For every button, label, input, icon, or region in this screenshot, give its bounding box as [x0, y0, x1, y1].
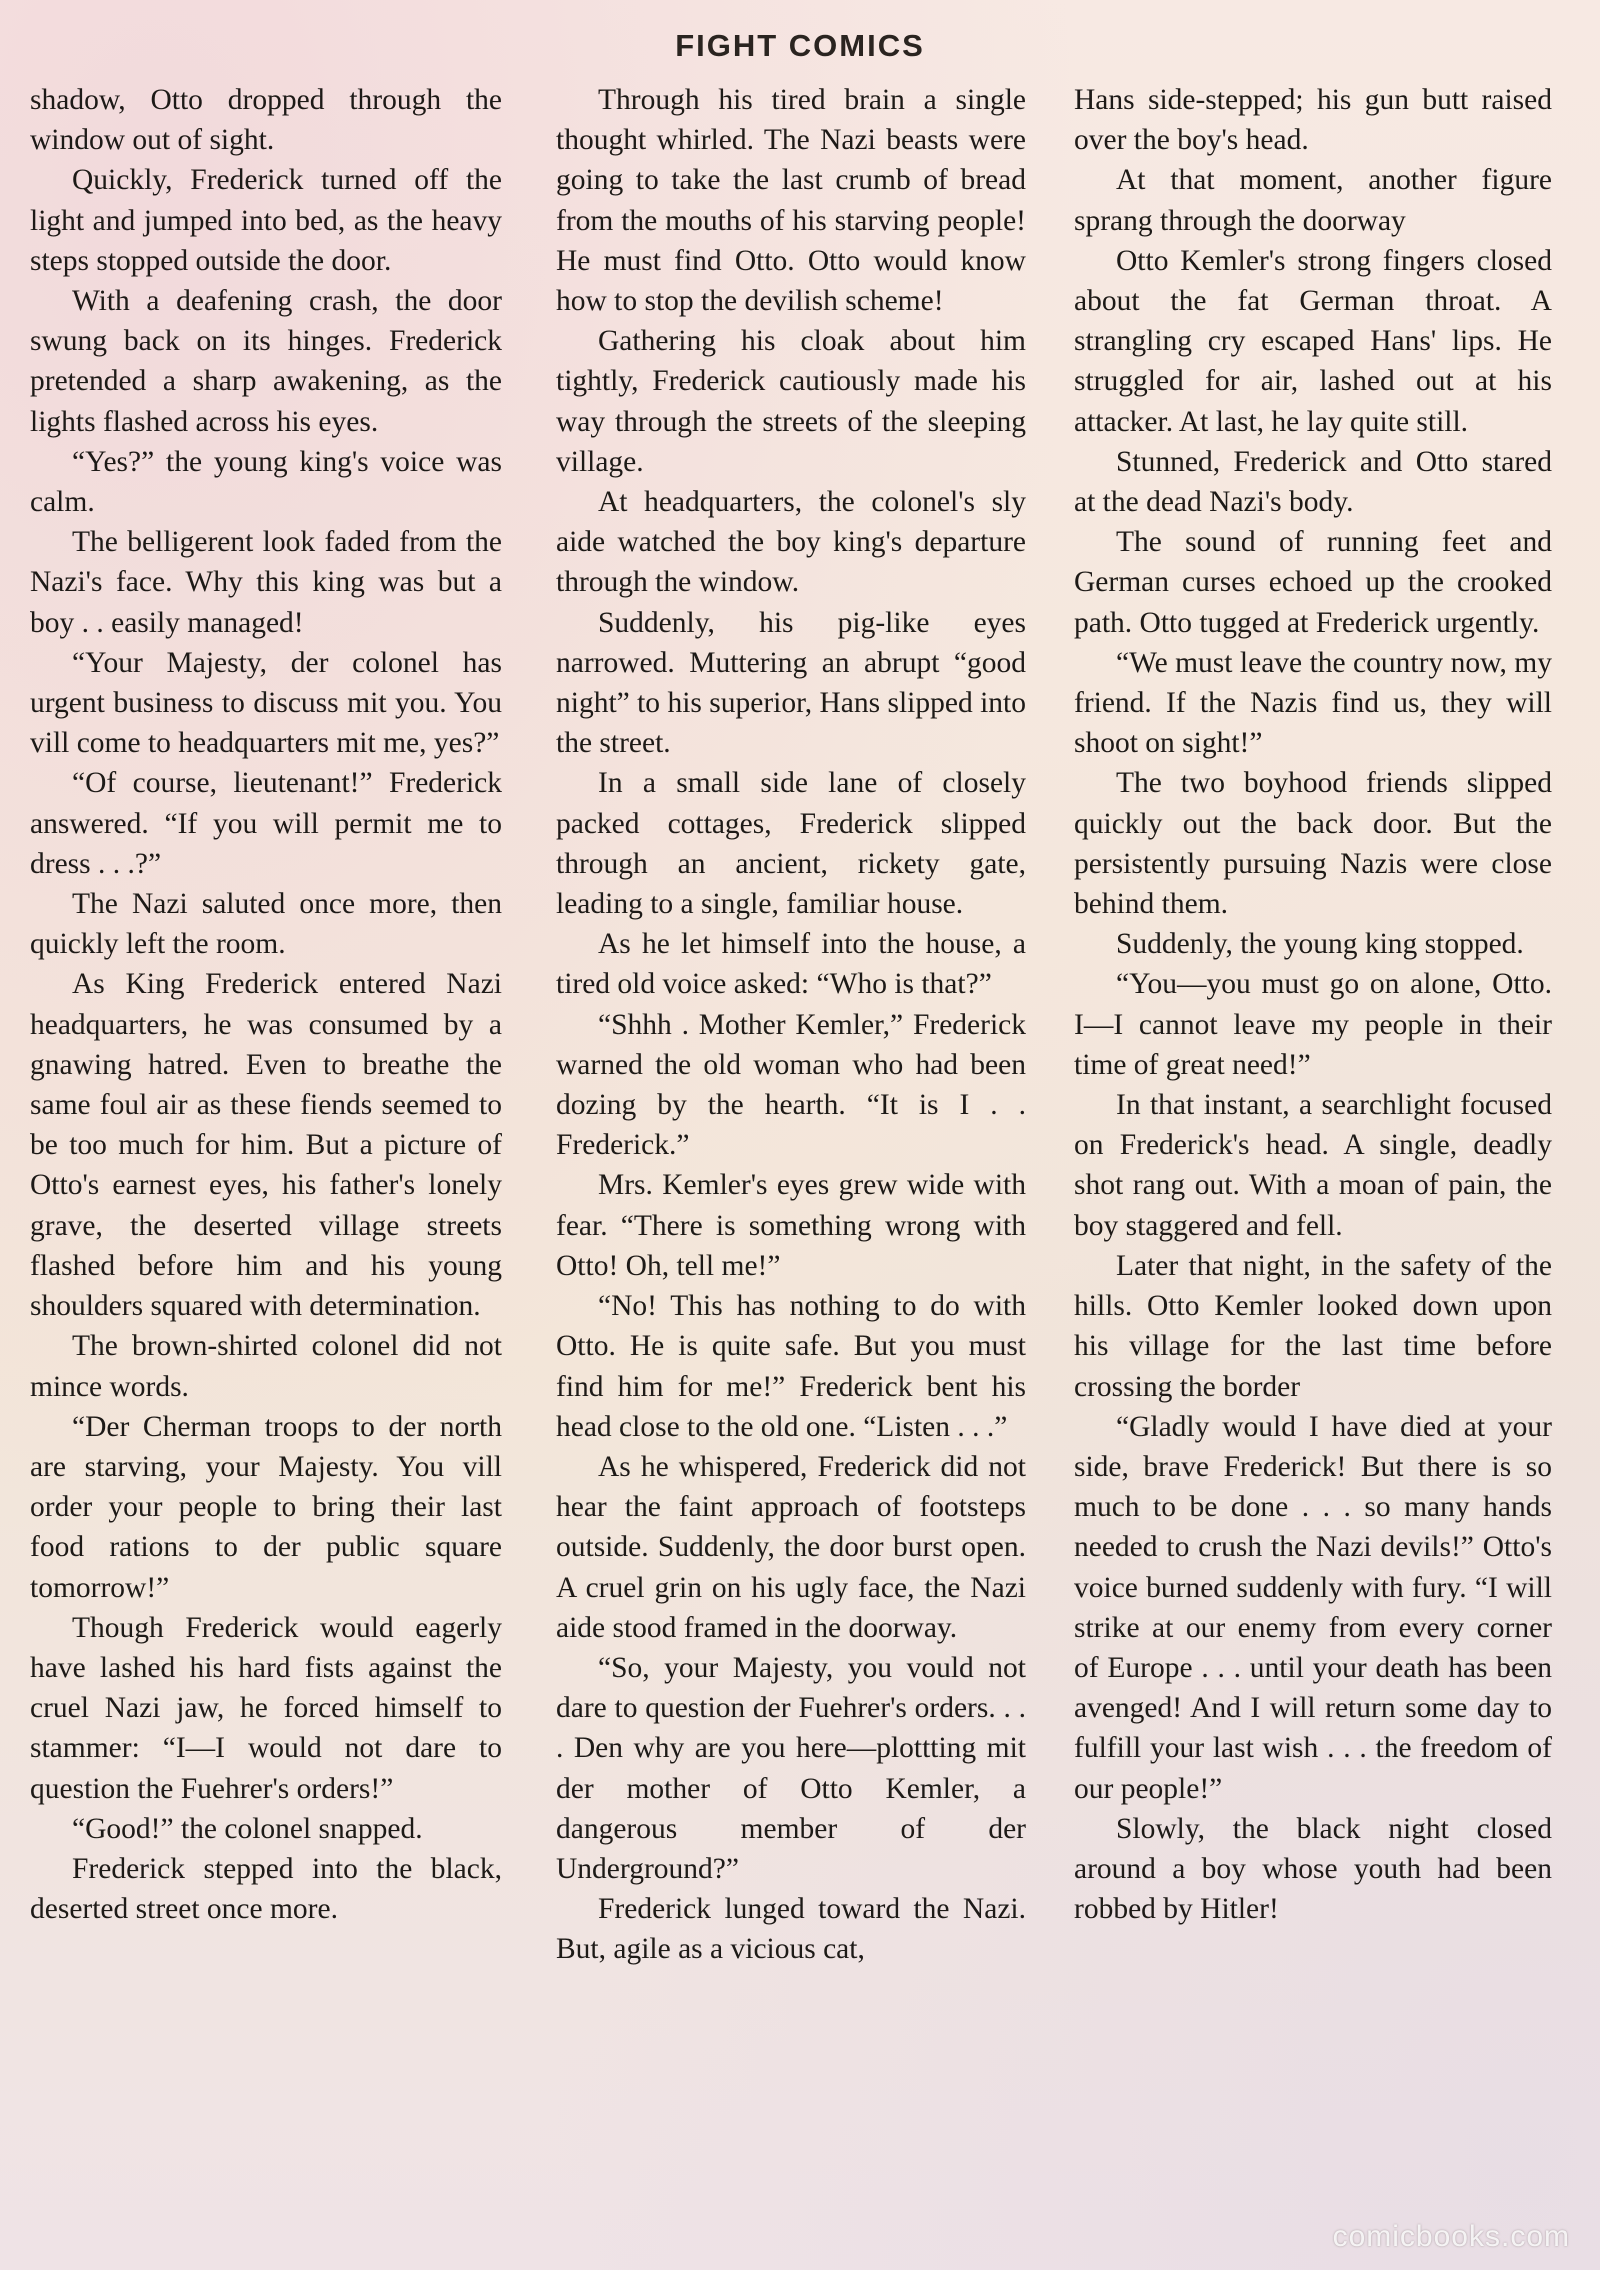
paragraph: shadow, Otto dropped through the window out of sight.: [30, 84, 502, 157]
paragraph: “Yes?” the young king's voice was calm.: [30, 445, 502, 519]
paragraph: “Der Cherman troops to der north are starving, your Majesty. You vill order your people to bring their last food rations to der public square tomorrow!”: [30, 1410, 502, 1604]
paragraph: Mrs. Kemler's eyes grew wide with fear. “There is something wrong with Otto! Oh, tell me!”: [556, 1169, 1026, 1282]
paragraph: In a small side lane of closely packed cottages, Frederick slipped through an ancient, rickety gate, leading to a single, familiar house.: [556, 767, 1026, 921]
paragraph: Suddenly, his pig-like eyes narrowed. Muttering an abrupt “good night” to his superior, Hans slipped into the street.: [556, 606, 1026, 760]
text-column-1: [30, 80, 502, 1929]
paragraph: “No! This has nothing to do with Otto. He is quite safe. But you must find him for me!” Frederick bent his head close to the old one. “Listen . . .”: [556, 1290, 1026, 1443]
paragraph: Gathering his cloak about him tightly, Frederick cautiously made his way through the streets of the sleeping village.: [556, 325, 1026, 478]
paragraph: In that instant, a searchlight focused on Frederick's head. A single, deadly shot rang out. With a moan of pain, the boy staggered and fell.: [1074, 1089, 1552, 1242]
paragraph: As he let himself into the house, a tired old voice asked: “Who is that?”: [556, 928, 1026, 1001]
paragraph: Slowly, the black night closed around a boy whose youth had been robbed by Hitler!: [1074, 1812, 1552, 1926]
paragraph: Frederick lunged toward the Nazi. But, agile as a vicious cat,: [556, 1893, 1026, 1966]
text-column-3: [1074, 80, 1552, 1929]
paragraph: “Your Majesty, der colonel has urgent business to discuss mit you. You vill come to headquarters mit me, yes?”: [30, 646, 502, 760]
paragraph: The belligerent look faded from the Nazi's face. Why this king was but a boy . . easily managed!: [30, 526, 502, 639]
paragraph: Through his tired brain a single thought whirled. The Nazi beasts were going to take the last crumb of bread from the mouths of his starving people! He must find Otto. Otto would know how to stop the devilish scheme!: [556, 84, 1026, 318]
paragraph: Suddenly, the young king stopped.: [1116, 928, 1524, 961]
paragraph: The two boyhood friends slipped quickly out the back door. But the persistently pursuing Nazis were close behind them.: [1074, 767, 1552, 921]
paragraph: “Good!” the colonel snapped.: [72, 1812, 423, 1845]
paragraph: “Shhh . Mother Kemler,” Frederick warned the old woman who had been dozing by the hearth. “It is I . . Frederick.”: [556, 1008, 1026, 1162]
paragraph: Quickly, Frederick turned off the light and jumped into bed, as the heavy steps stopped outside the door.: [30, 164, 502, 277]
paragraph: “Of course, lieutenant!” Frederick answered. “If you will permit me to dress . . .?”: [30, 767, 502, 880]
paragraph: As he whispered, Frederick did not hear the faint approach of footsteps outside. Suddenly, the door burst open. A cruel grin on his ugly face, the Nazi aide stood framed in the doorway.: [556, 1450, 1026, 1644]
paragraph: With a deafening crash, the door swung back on its hinges. Frederick pretended a sharp awakening, as the lights flashed across his eyes.: [30, 285, 502, 438]
paragraph: The sound of running feet and German curses echoed up the crooked path. Otto tugged at Frederick urgently.: [1074, 526, 1552, 639]
paragraph: Frederick stepped into the black, deserted street once more.: [30, 1852, 502, 1926]
paragraph: At headquarters, the colonel's sly aide watched the boy king's departure through the window.: [556, 486, 1026, 599]
paragraph: The Nazi saluted once more, then quickly left the room.: [30, 888, 502, 961]
paragraph: At that moment, another figure sprang through the doorway: [1074, 164, 1552, 237]
paragraph: “You—you must go on alone, Otto. I—I cannot leave my people in their time of great need!”: [1074, 968, 1552, 1081]
paragraph: As King Frederick entered Nazi headquarters, he was consumed by a gnawing hatred. Even to breathe the same foul air as these fiends seemed to be too much for him. But a picture of Otto's earnest eyes, his father's lonely grave, the deserted village streets flashed before him and his young shoulders squared with determination.: [30, 968, 502, 1323]
site-watermark: comicbooks.com: [1332, 2220, 1570, 2253]
paragraph: The brown-shirted colonel did not mince words.: [30, 1330, 502, 1403]
text-column-2: [556, 80, 1026, 1970]
paragraph: Later that night, in the safety of the hills. Otto Kemler looked down upon his village for the last time before crossing the border: [1074, 1249, 1552, 1403]
paragraph: “We must leave the country now, my friend. If the Nazis find us, they will shoot on sight!”: [1074, 646, 1552, 760]
paragraph: “So, your Majesty, you vould not dare to question der Fuehrer's orders. . . . Den why are you here—plottting mit der mother of Otto Kemler, a dangerous member of der Underground?”: [556, 1651, 1026, 1885]
page-header-title: FIGHT COMICS: [675, 28, 925, 63]
paragraph: Otto Kemler's strong fingers closed about the fat German throat. A strangling cry escaped Hans' lips. He struggled for air, lashed out at his attacker. At last, he lay quite still.: [1074, 244, 1552, 438]
paragraph: Though Frederick would eagerly have lashed his hard fists against the cruel Nazi jaw, he forced himself to stammer: “I—I would not dare to question the Fuehrer's orders!”: [30, 1611, 502, 1805]
paragraph: “Gladly would I have died at your side, brave Frederick! But there is so much to be done . . . so many hands needed to crush the Nazi devils!” Otto's voice burned suddenly with fury. “I will strike at our enemy from every corner of Europe . . . until your death has been avenged! And I will return some day to fulfill your last wish . . . the freedom of our people!”: [1074, 1410, 1552, 1805]
paragraph: Hans side-stepped; his gun butt raised over the boy's head.: [1074, 84, 1552, 157]
paragraph: Stunned, Frederick and Otto stared at the dead Nazi's body.: [1074, 445, 1552, 519]
